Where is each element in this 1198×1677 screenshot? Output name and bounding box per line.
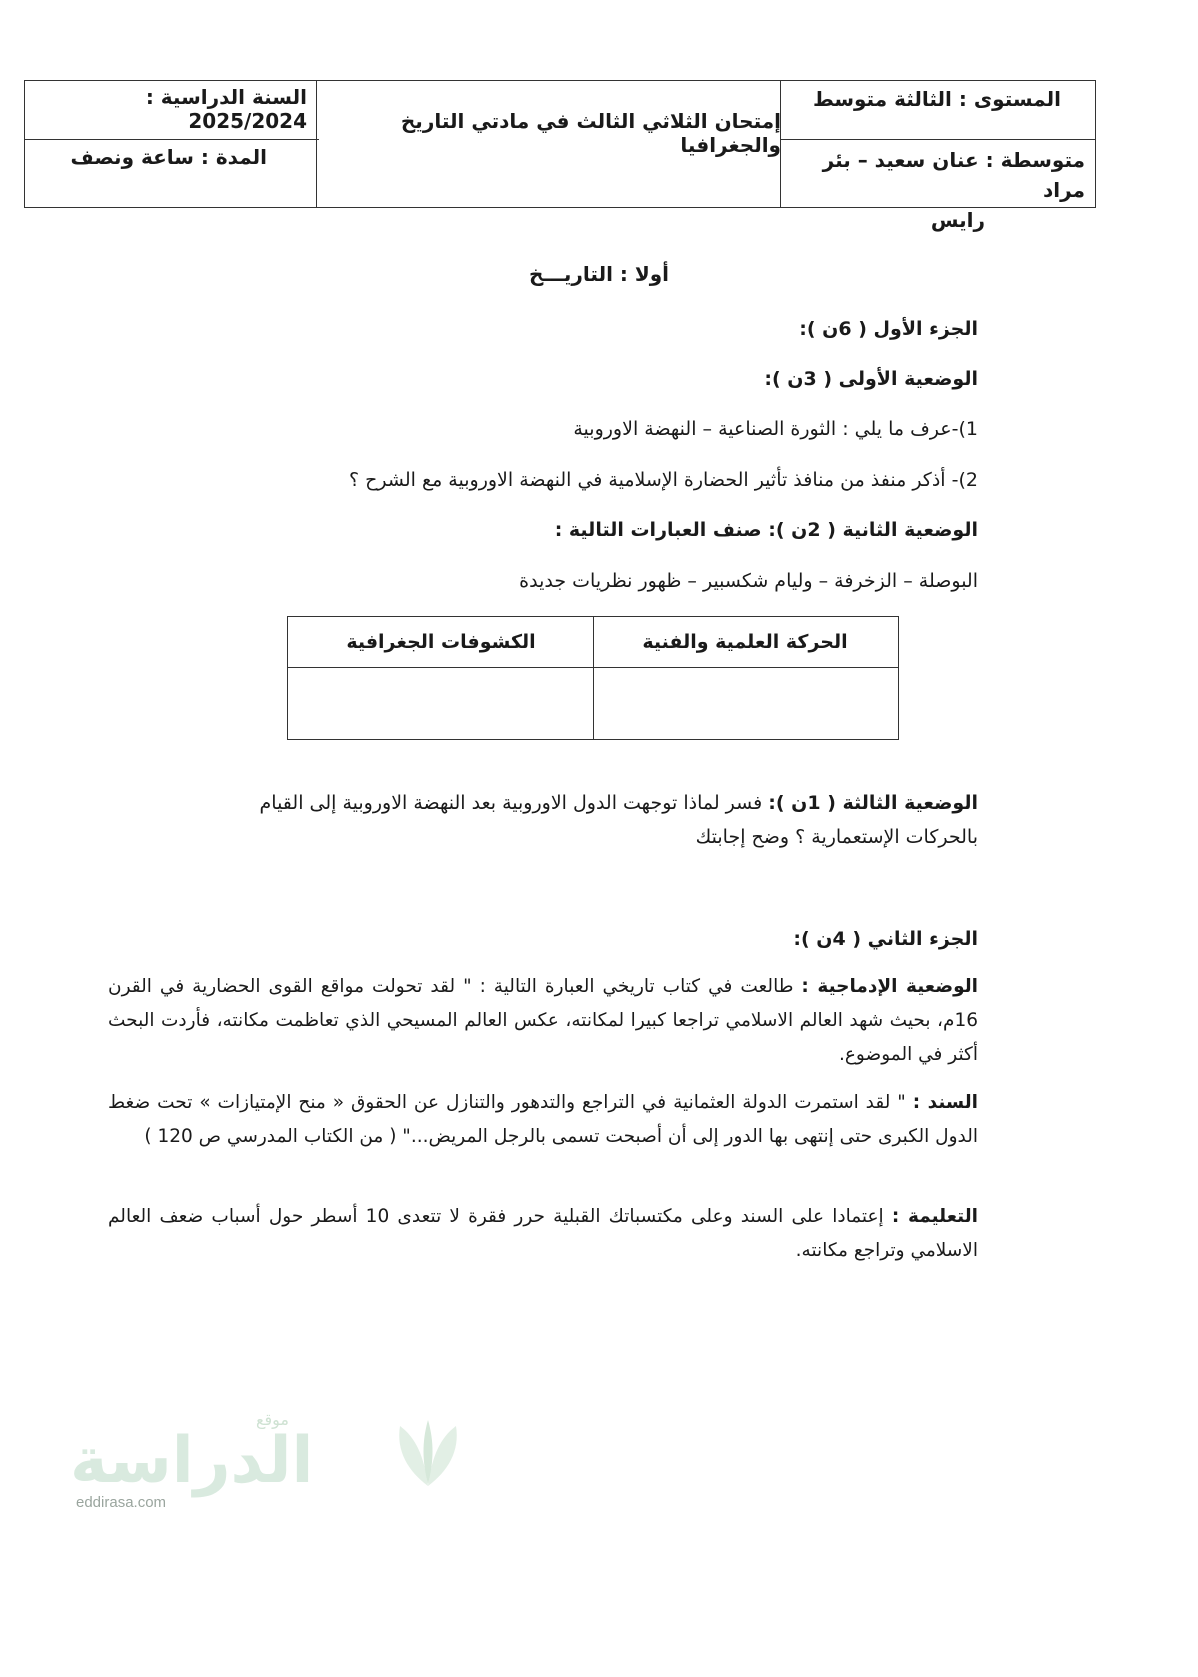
school-name-line2: رايس [930, 208, 985, 232]
integration-text: طالعت في كتاب تاريخي العبارة التالية : " لقد تحولت مواقع القوى الحضارية في القرن 16م، بحيث شهد العالم الاسلامي تراجعا كبيرا لمكانته، عكس العالم المسيحي الذي تعاظمت مكانته، فأردت البحث أكثر في الموضوع. [108, 976, 978, 1065]
instruction-label: التعليمة : [891, 1206, 978, 1227]
part2-title: الجزء الثاني ( 4ن ): [793, 928, 978, 950]
watermark-small-text: موقع [256, 1410, 289, 1429]
section-title-history: أولا : التاريـــخ [528, 262, 670, 286]
instruction-text: إعتمادا على السند وعلى مكتسباتك القبلية حرر فقرة لا تتعدى 10 أسطر حول أسباب ضعف العالم الاسلامي وتراجع مكانته. [108, 1206, 978, 1261]
column-header-geographic-discoveries: الكشوفات الجغرافية [346, 631, 536, 653]
year-cell [25, 81, 319, 139]
instruction-paragraph [108, 1200, 978, 1268]
situation2-title: الوضعية الثانية ( 2ن ): صنف العبارات التالية : [554, 519, 978, 541]
exam-header-table [24, 80, 1096, 232]
school-name-line1: متوسطة : عنان سعيد – بئر مراد [822, 148, 1085, 202]
situation3-text1: فسر لماذا توجهت الدول الاوروبية بعد النهضة الاوروبية إلى القيام [259, 792, 769, 814]
integration-label: الوضعية الإدماجية : [801, 976, 978, 997]
situation3-text2: بالحركات الإستعمارية ؟ وضح إجابتك [695, 826, 978, 848]
integration-paragraph [108, 970, 978, 1072]
source-label: السند : [912, 1092, 978, 1113]
question-1: 1)-عرف ما يلي : الثورة الصناعية – النهضة الاوروبية [573, 418, 978, 440]
column-header-scientific-artistic: الحركة العلمية والفنية [642, 631, 848, 653]
situation3-label: الوضعية الثالثة ( 1ن ): [768, 792, 978, 814]
table-divider [288, 667, 898, 668]
exam-duration: المدة : ساعة ونصف [70, 145, 267, 169]
part1-title: الجزء الأول ( 6ن ): [799, 318, 978, 340]
level-cell [781, 81, 1095, 139]
watermark-name: الدراسة [70, 1424, 314, 1498]
source-text: " لقد استمرت الدولة العثمانية في التراجع والتدهور والتنازل عن الحقوق « منح الإمتيازات » تحت ضغط الدول الكبرى حتى إنتهى بها الدور إلى أن أصبحت تسمى بالرجل المريض..." ( من الكتاب المدرسي ص 120 ) [108, 1092, 978, 1147]
school-cell [781, 139, 1095, 232]
school-year: السنة الدراسية : 2025/2024 [145, 85, 307, 133]
book-leaf-icon [388, 1416, 468, 1496]
classification-items: البوصلة – الزخرفة – وليام شكسبير – ظهور نظريات جديدة [519, 570, 978, 592]
duration-cell [25, 139, 319, 209]
exam-title-cell [317, 81, 781, 207]
classification-table [287, 616, 899, 740]
exam-title: إمتحان الثلاثي الثالث في مادتي التاريخ والجغرافيا [400, 109, 781, 157]
level-text: المستوى : الثالثة متوسط [812, 87, 1061, 111]
watermark-url: eddirasa.com [76, 1494, 167, 1511]
site-watermark [66, 1410, 446, 1530]
source-paragraph [108, 1086, 978, 1154]
question-2: 2)- أذكر منفذ من منافذ تأثير الحضارة الإسلامية في النهضة الاوروبية مع الشرح ؟ [349, 469, 978, 491]
situation3-line1 [108, 786, 978, 820]
situation1-title: الوضعية الأولى ( 3ن ): [764, 368, 978, 390]
